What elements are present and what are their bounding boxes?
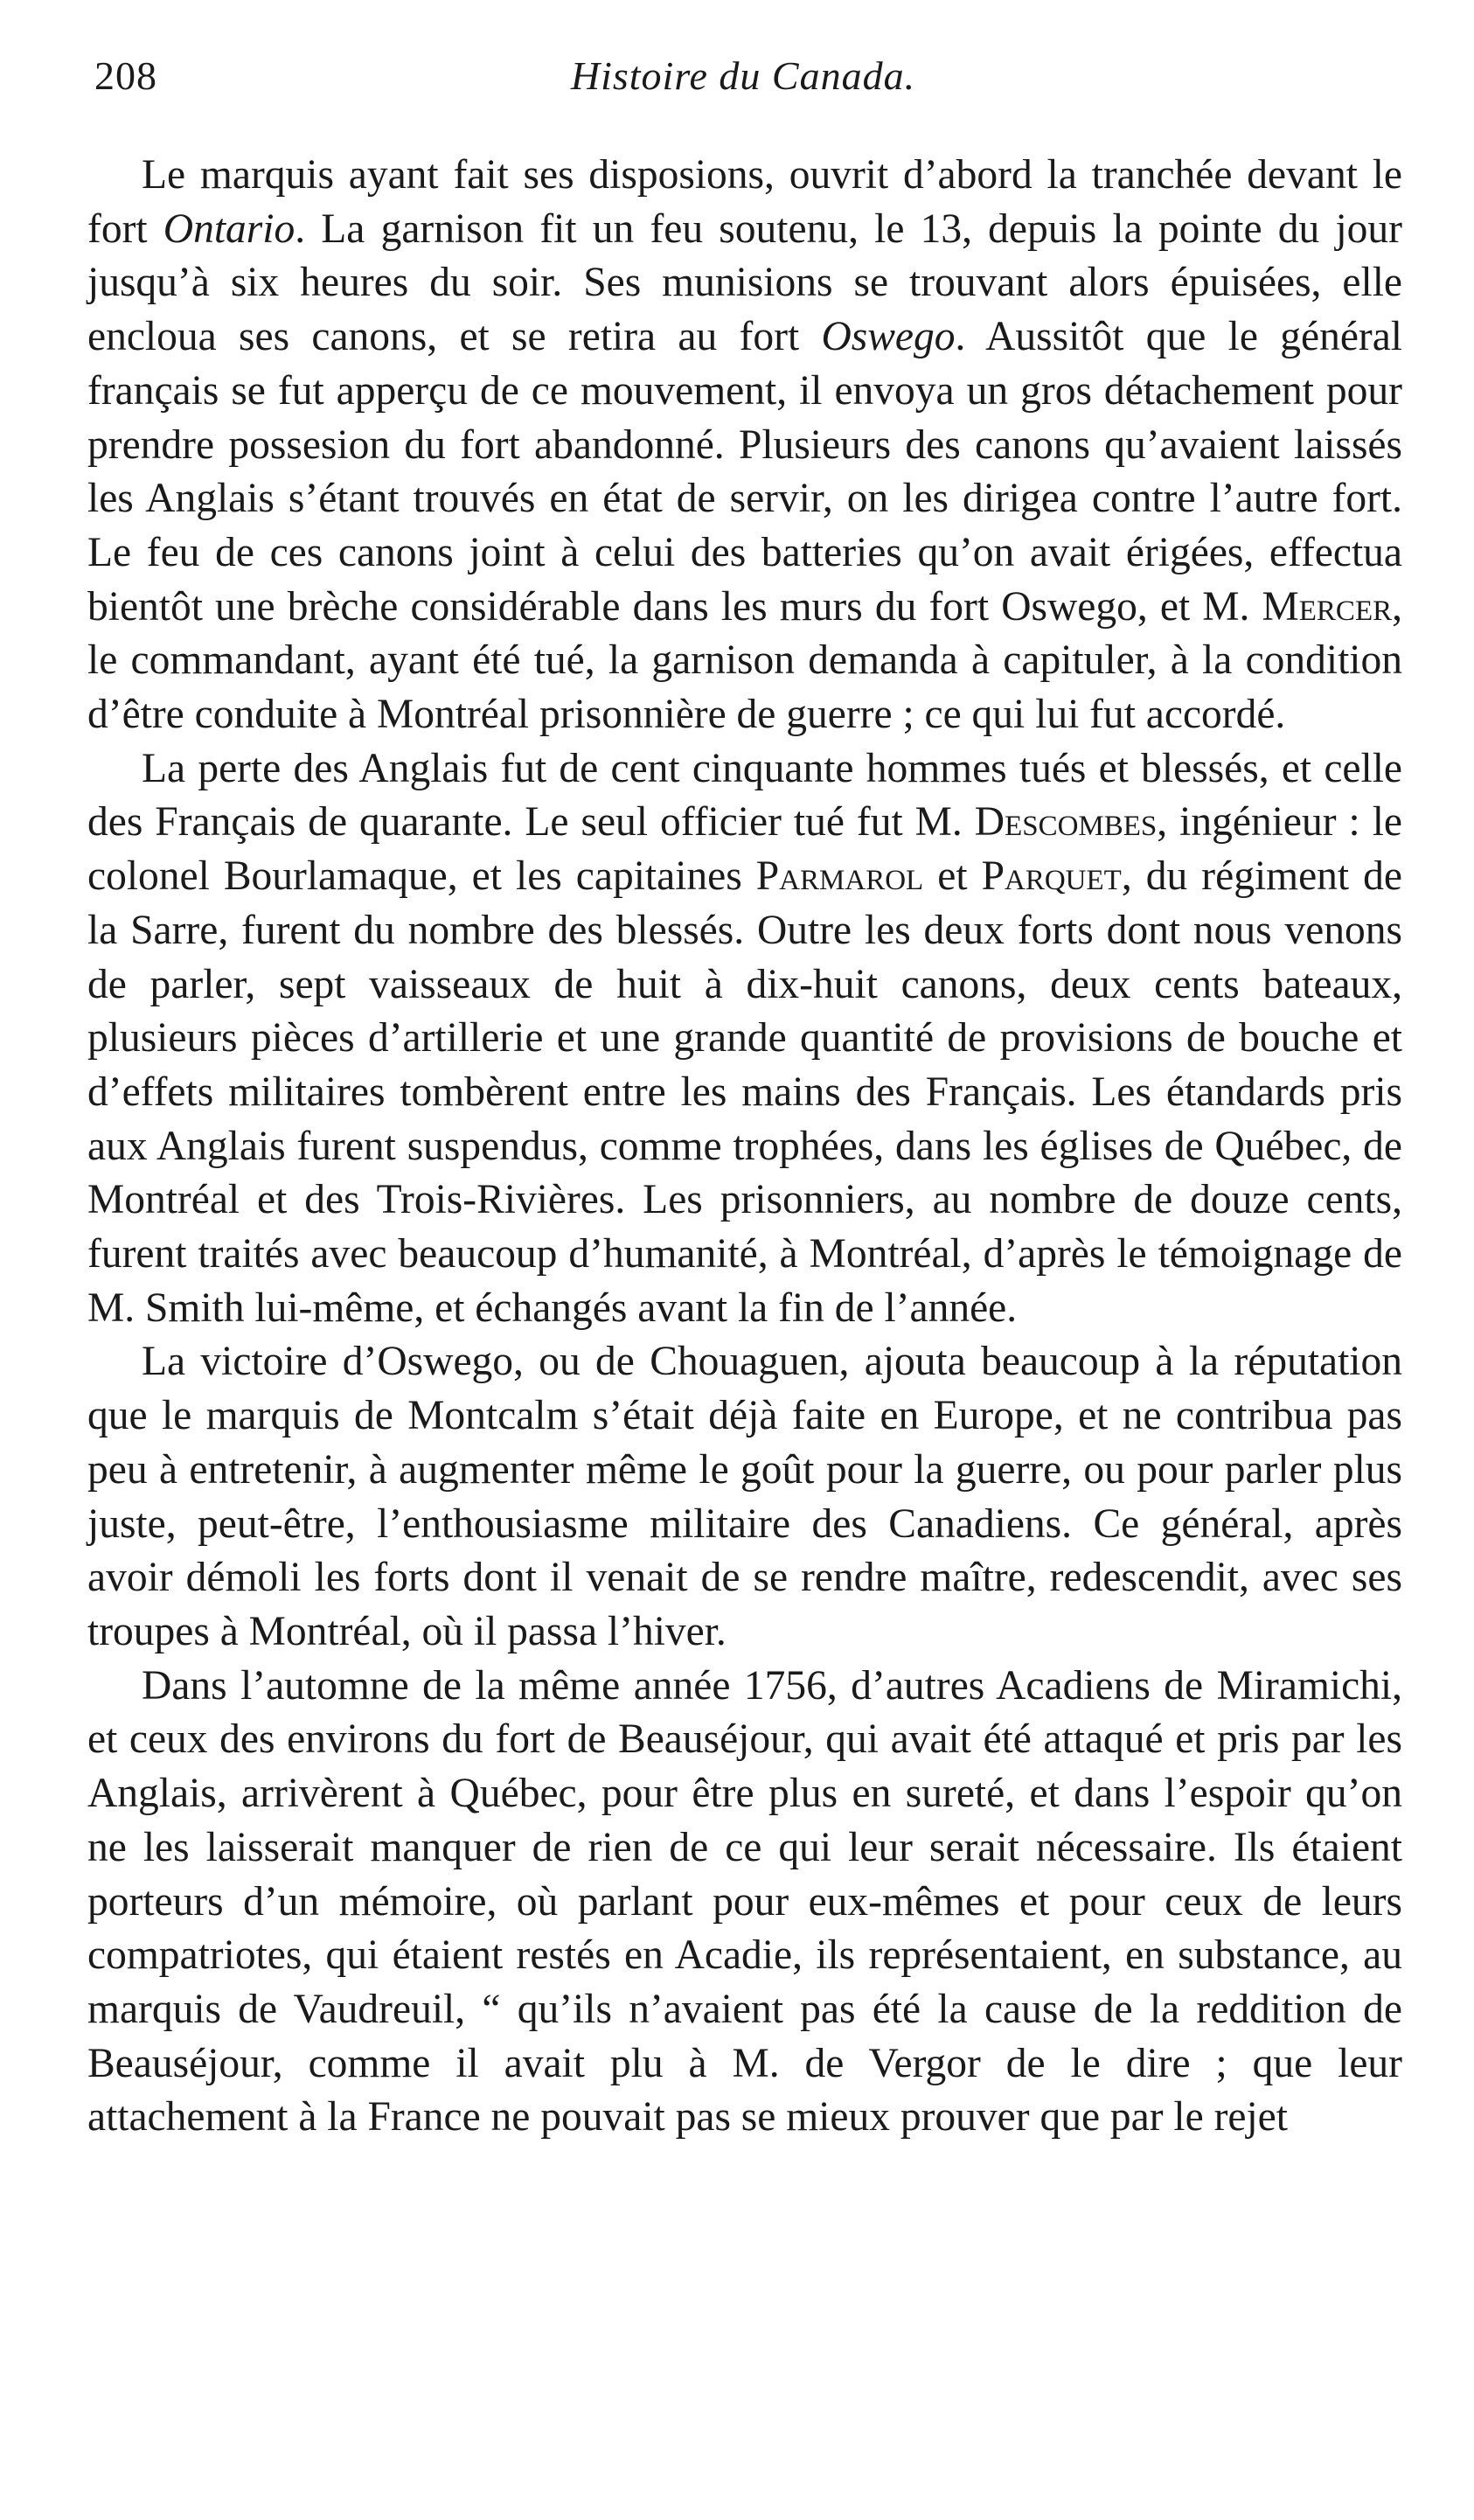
text-run: Mercer [1262,583,1393,630]
page-header [79,52,1408,114]
paragraph-acadians-arrive [87,1660,1402,2145]
text-run: Parquet [981,853,1122,900]
paragraph-losses-and-prisoners [87,742,1402,1336]
running-title: Histoire du Canada. [570,53,916,98]
text-run: et [923,853,982,900]
text-run: . La garnison fit un feu soutenu, le 13, depuis la pointe du jour jusqu’à six heures du soir. Ses munisions se trouvant alors épuisées, elle encloua ses canons, et se retira au fort [87,205,1402,360]
text-run: Oswego [821,314,956,360]
paragraph-siege-of-oswego [87,149,1402,742]
paragraph-victory-reputation [87,1335,1402,1659]
text-run: Descombes [974,799,1158,846]
text-run: , du régiment de la Sarre, furent du nombre des blessés. Outre les deux forts dont nous venons de parler, sept vaisseaux de huit à dix-huit canons, deux cents bateaux, plusieurs pièces d’artillerie et une grande quantité de provisions de bouche et d’effets militaires tombèrent entre les mains des Français. Les étandards pris aux Anglais furent suspendus, comme trophées, dans les églises de Québec, de Montréal et des Trois-Rivières. Les prisonniers, au nombre de douze cents, furent traités avec beaucoup d’humanité, à Montréal, d’après le témoignage de M. Smith lui-même, et échangés avant la fin de l’année. [87,853,1402,1331]
text-run: La perte des Anglais fut de cent cinquante hommes tués et blessés, et celle des Français de quarante. Le seul officier tué fut M. [87,745,1402,846]
text-run: , le commandant, ayant été tué, la garnison demanda à capituler, à la condition d’être conduite à Montréal prisonnière de guerre ; ce qui lui fut accordé. [87,583,1402,738]
body-text [87,149,1402,2145]
text-run: Le marquis ayant fait ses disposions, ouvrit d’abord la tranchée devant le fort [87,152,1402,252]
page-number: 208 [94,53,157,98]
text-run: Ontario [163,205,295,252]
text-run: , ingénieur : le colonel Bourlamaque, et les capitaines [87,799,1402,900]
text-run: La victoire d’Oswego, ou de Chouaguen, ajouta beaucoup à la réputation que le marquis de Montcalm s’était déjà faite en Europe, et ne contribua pas peu à entretenir, à augmenter même le goût pour la guerre, ou pour parler plus juste, peut-être, l’enthousiasme militaire des Canadiens. Ce général, après avoir démoli les forts dont il venait de se rendre maître, redescendit, avec ses troupes à Montréal, où il passa l’hiver. [87,1339,1402,1654]
text-run: Parmarol [755,853,924,900]
text-run: . Aussitôt que le général français se fut apperçu de ce mouvement, il envoya un gros détachement pour prendre possesion du fort abandonné. Plusieurs des canons qu’avaient laissés les Anglais s’étant trouvés en état de servir, on les dirigea contre l’autre fort. Le feu de ces canons joint à celui des batteries qu’on avait érigées, effectua bientôt une brèche considérable dans les murs du fort Oswego, et M. [87,314,1402,630]
text-run: Dans l’automne de la même année 1756, d’autres Acadiens de Miramichi, et ceux des environs du fort de Beauséjour, qui avait été attaqué et pris par les Anglais, arrivèrent à Québec, pour être plus en sureté, et dans l’espoir qu’on ne les laisserait manquer de rien de ce qui leur serait nécessaire. Ils étaient porteurs d’un mémoire, où parlant pour eux-mêmes et pour ceux de leurs compatriotes, qui étaient restés en Acadie, ils représentaient, en substance, au marquis de Vaudreuil, “ qu’ils n’avaient pas été la cause de la reddition de Beauséjour, comme il avait plu à M. de Vergor de le dire ; que leur attachement à la France ne pouvait pas se mieux prouver que par le rejet [87,1662,1402,2141]
